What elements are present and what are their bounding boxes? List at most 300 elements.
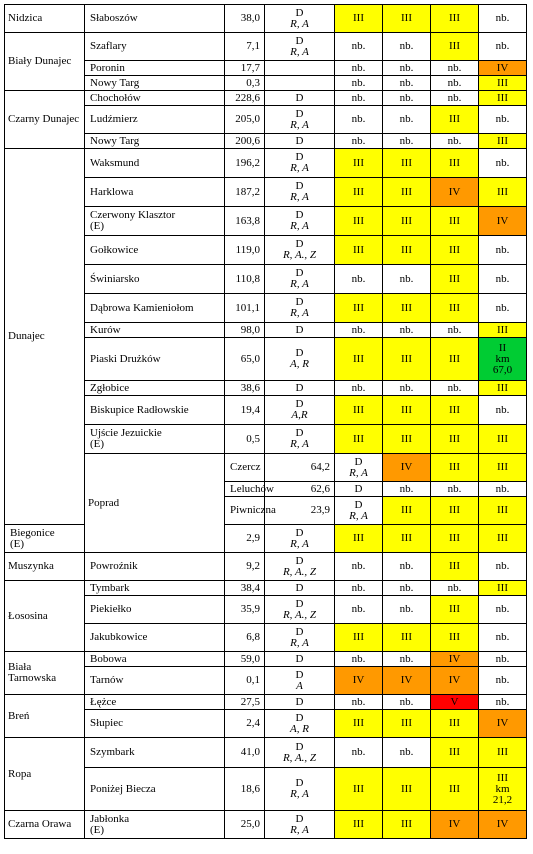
classification-type: D (295, 134, 304, 147)
classification-type: D (295, 296, 304, 308)
status-value: III (449, 214, 460, 227)
km-cell: 23,9 (265, 497, 335, 525)
station-name-cell: Świniarsko (85, 265, 225, 294)
status-value: V (450, 695, 459, 708)
classification-indicators: R, A (290, 191, 309, 203)
status-cell (479, 497, 527, 525)
river-name-cell: Biała Tarnowska (5, 652, 85, 695)
status-cell (431, 768, 479, 811)
status-cell (431, 265, 479, 294)
status-value: III (401, 214, 412, 227)
status-cell (335, 149, 383, 178)
km-cell: 38,0 (225, 5, 265, 33)
classification-indicators: R, A., Z (282, 608, 317, 621)
status-value: nb. (351, 381, 366, 394)
status-value: III (353, 156, 364, 169)
status-cell (431, 624, 479, 652)
classification-cell (265, 525, 335, 553)
status-value: nb. (399, 581, 414, 594)
status-value: III (497, 504, 508, 516)
status-value: III (449, 156, 460, 169)
status-value: III (497, 432, 508, 445)
status-value: III (401, 782, 412, 795)
classification-cell (265, 381, 335, 396)
status-cell (335, 525, 383, 553)
status-cell (431, 106, 479, 134)
status-value: nb. (351, 40, 366, 52)
status-value: III (353, 301, 364, 314)
status-cell (335, 695, 383, 710)
status-value: III (449, 746, 460, 758)
classification-type: D (295, 668, 304, 681)
classification-cell (265, 581, 335, 596)
station-name-cell: Chochołów (85, 91, 225, 106)
status-cell (335, 61, 383, 76)
classification-indicators: R, A (290, 17, 309, 30)
classification-indicators: R, A (290, 636, 309, 649)
status-cell (431, 738, 479, 768)
classification-indicators: A, R (290, 722, 309, 735)
station-name-cell: Bobowa (85, 652, 225, 667)
km-cell: 0,3 (225, 76, 265, 91)
km-cell: 18,6 (225, 768, 265, 811)
status-cell (431, 91, 479, 106)
status-cell (479, 553, 527, 581)
status-cell (479, 425, 527, 454)
status-cell (335, 581, 383, 596)
classification-type: D (295, 427, 304, 439)
status-value: nb. (447, 381, 462, 394)
status-cell (383, 396, 431, 425)
table-row (5, 525, 527, 553)
km-cell: 7,1 (225, 33, 265, 61)
status-cell (335, 596, 383, 624)
status-cell (383, 710, 431, 738)
classification-indicators: R, A (349, 466, 368, 479)
station-name-cell: Piekiełko (85, 596, 225, 624)
river-name-cell: Dunajec (5, 149, 85, 525)
station-name-cell: Czerwony Klasztor (E) (85, 207, 225, 236)
status-value: III (497, 76, 508, 89)
status-cell (431, 338, 479, 381)
status-cell (335, 76, 383, 91)
status-value: nb. (495, 560, 510, 572)
classification-cell (265, 236, 335, 265)
classification-type: D (295, 398, 304, 410)
table-row (5, 581, 527, 596)
status-value: nb. (399, 560, 414, 572)
station-name-cell: Słaboszów (85, 5, 225, 33)
status-value: IV (400, 461, 413, 473)
classification-cell (265, 178, 335, 207)
status-value: III (401, 631, 412, 643)
status-value: III (449, 113, 460, 125)
status-value: nb. (399, 134, 414, 147)
status-cell (431, 497, 479, 525)
status-value: III (497, 581, 508, 594)
status-value: III (353, 532, 364, 544)
status-cell (431, 811, 479, 839)
status-value: nb. (351, 61, 366, 74)
river-name-cell: Ropa (5, 738, 85, 811)
status-cell (335, 5, 383, 33)
classification-cell (265, 91, 335, 106)
status-value: nb. (399, 61, 414, 74)
status-cell (479, 294, 527, 323)
km-cell: 2,9 (225, 525, 265, 553)
status-value: III (353, 782, 364, 795)
classification-indicators: R, A (290, 278, 309, 290)
river-name-cell: Poprad (85, 454, 225, 553)
status-value: nb. (399, 381, 414, 394)
status-value: IV (448, 674, 461, 686)
status-value: nb. (495, 603, 510, 615)
km-cell: 64,2 (265, 454, 335, 482)
classification-indicators: R, A (290, 220, 309, 232)
status-cell (479, 811, 527, 839)
km-cell: 98,0 (225, 323, 265, 338)
classification-type: D (295, 209, 304, 221)
classification-indicators: R, A (349, 509, 368, 522)
status-value: III (449, 301, 460, 314)
status-cell (335, 323, 383, 338)
classification-indicators: R, A (290, 45, 309, 58)
status-value: nb. (399, 91, 414, 104)
km-cell: 27,5 (225, 695, 265, 710)
status-cell (383, 76, 431, 91)
station-name-cell: Szaflary (85, 33, 225, 61)
status-cell (431, 454, 479, 482)
classification-indicators: R, A., Z (282, 751, 317, 764)
km-cell: 163,8 (225, 207, 265, 236)
status-value: nb. (447, 76, 462, 89)
status-value: III (401, 156, 412, 169)
status-value: nb. (495, 631, 510, 643)
status-value: III (449, 631, 460, 643)
status-value: nb. (351, 581, 366, 594)
status-cell (335, 553, 383, 581)
km-cell: 0,1 (225, 667, 265, 695)
status-value: nb. (399, 76, 414, 89)
classification-type: D (295, 347, 304, 359)
status-value: III (497, 746, 508, 758)
status-value: III (401, 504, 412, 516)
status-value: III (449, 432, 460, 445)
classification-cell (335, 497, 383, 525)
km-cell: 25,0 (225, 811, 265, 839)
status-value: nb. (351, 603, 366, 615)
status-value: IV (496, 717, 509, 729)
status-cell (431, 381, 479, 396)
status-value: nb. (495, 482, 510, 495)
km-cell: 187,2 (225, 178, 265, 207)
table-row (5, 91, 527, 106)
classification-type: D (354, 482, 363, 495)
status-cell (431, 482, 479, 497)
station-name-cell: Kurów (85, 323, 225, 338)
status-cell (335, 207, 383, 236)
station-name-cell: Harklowa (85, 178, 225, 207)
status-cell (431, 207, 479, 236)
station-name-cell: Biegonice (E) (5, 525, 85, 553)
station-name-cell: Ludźmierz (85, 106, 225, 134)
status-value: III (449, 461, 460, 473)
status-cell (335, 236, 383, 265)
status-value: III (353, 214, 364, 227)
classification-cell (265, 710, 335, 738)
status-cell (479, 5, 527, 33)
status-value: III (449, 12, 460, 24)
status-value: III (353, 243, 364, 256)
status-cell (335, 624, 383, 652)
classification-cell (265, 811, 335, 839)
km-cell: 196,2 (225, 149, 265, 178)
status-cell (479, 149, 527, 178)
table-row (5, 695, 527, 710)
status-cell (335, 396, 383, 425)
km-cell: 35,9 (225, 596, 265, 624)
station-name-cell: Nowy Targ (85, 134, 225, 149)
station-name-cell: Piwniczna (225, 497, 265, 525)
classification-indicators: A (296, 679, 303, 692)
status-cell (431, 596, 479, 624)
status-cell (479, 581, 527, 596)
status-cell (431, 323, 479, 338)
status-value: nb. (495, 652, 510, 665)
classification-indicators: R, A (290, 307, 309, 319)
status-cell (383, 425, 431, 454)
status-value: III (449, 504, 460, 516)
status-value: III (353, 352, 364, 365)
table-row (5, 5, 527, 33)
table-row (5, 652, 527, 667)
station-name-cell: Zgłobice (85, 381, 225, 396)
status-value: II km 67,0 (492, 341, 513, 376)
classification-type: D (295, 554, 304, 567)
station-name-cell: Jabłonka (E) (85, 811, 225, 839)
classification-type: D (295, 652, 304, 665)
station-name-cell: Poniżej Biecza (85, 768, 225, 811)
status-cell (335, 338, 383, 381)
status-cell (383, 497, 431, 525)
status-value: IV (400, 674, 413, 686)
status-cell (431, 33, 479, 61)
status-value: nb. (495, 301, 510, 314)
km-cell: 62,6 (265, 482, 335, 497)
status-value: nb. (399, 603, 414, 615)
classification-type: D (295, 812, 304, 825)
km-cell: 110,8 (225, 265, 265, 294)
km-cell: 17,7 (225, 61, 265, 76)
table-row (5, 149, 527, 178)
status-value: nb. (447, 134, 462, 147)
station-name-cell: Powroźnik (85, 553, 225, 581)
station-name-cell: Nowy Targ (85, 76, 225, 91)
status-cell (479, 134, 527, 149)
status-value: III (401, 403, 412, 416)
classification-type: D (295, 695, 304, 708)
water-quality-table (4, 4, 527, 839)
classification-cell (335, 454, 383, 482)
table-row (5, 553, 527, 581)
status-value: IV (448, 185, 461, 198)
status-value: nb. (399, 652, 414, 665)
station-name-cell: Czercz (225, 454, 265, 482)
classification-cell (265, 76, 335, 91)
classification-type: D (295, 91, 304, 104)
station-name-cell: Szymbark (85, 738, 225, 768)
status-cell (479, 454, 527, 482)
station-name-cell: Tymbark (85, 581, 225, 596)
status-cell (431, 294, 479, 323)
classification-cell (265, 652, 335, 667)
status-cell (335, 652, 383, 667)
status-value: nb. (351, 695, 366, 708)
classification-type: D (295, 6, 304, 19)
classification-indicators: R, A., Z (282, 565, 317, 578)
status-cell (431, 134, 479, 149)
status-cell (479, 482, 527, 497)
status-value: III (401, 532, 412, 544)
status-value: III (497, 185, 508, 198)
km-cell: 205,0 (225, 106, 265, 134)
classification-type: D (295, 180, 304, 192)
classification-cell (265, 294, 335, 323)
classification-type: D (354, 455, 363, 468)
status-value: III (449, 603, 460, 615)
status-value: IV (496, 61, 509, 74)
status-cell (479, 323, 527, 338)
classification-cell (265, 323, 335, 338)
status-cell (479, 207, 527, 236)
status-cell (431, 652, 479, 667)
status-value: nb. (399, 40, 414, 52)
classification-indicators: R, A (290, 788, 309, 800)
status-value: III (497, 323, 508, 336)
classification-type: D (295, 526, 304, 539)
status-value: III (353, 717, 364, 729)
status-value: nb. (495, 403, 510, 416)
status-cell (383, 811, 431, 839)
station-name-cell: Słupiec (85, 710, 225, 738)
classification-indicators: A, R (290, 358, 309, 370)
status-value: IV (496, 818, 509, 830)
status-cell (335, 381, 383, 396)
classification-type: D (295, 581, 304, 594)
status-cell (431, 61, 479, 76)
status-cell (335, 33, 383, 61)
status-cell (383, 652, 431, 667)
status-value: nb. (351, 91, 366, 104)
classification-type: D (354, 498, 363, 511)
station-name-cell: Poronin (85, 61, 225, 76)
status-cell (479, 265, 527, 294)
classification-cell (265, 33, 335, 61)
classification-cell (265, 596, 335, 624)
table-row (5, 33, 527, 61)
status-cell (383, 207, 431, 236)
km-cell: 101,1 (225, 294, 265, 323)
classification-type: D (295, 597, 304, 610)
classification-indicators: R, A (290, 438, 309, 450)
status-value: nb. (351, 76, 366, 89)
status-value: nb. (351, 652, 366, 665)
status-cell (383, 624, 431, 652)
status-cell (383, 553, 431, 581)
status-value: III (401, 301, 412, 314)
river-name-cell: Biały Dunajec (5, 33, 85, 91)
status-cell (383, 149, 431, 178)
station-name-cell: Biskupice Radłowskie (85, 396, 225, 425)
km-cell: 0,5 (225, 425, 265, 454)
status-value: IV (496, 214, 509, 227)
classification-type: D (295, 323, 304, 336)
status-cell (431, 667, 479, 695)
status-value: nb. (399, 746, 414, 758)
classification-cell (265, 396, 335, 425)
classification-indicators: R, A (290, 537, 309, 550)
classification-cell (265, 61, 335, 76)
status-cell (335, 710, 383, 738)
status-cell (335, 91, 383, 106)
river-name-cell: Muszynka (5, 553, 85, 581)
status-cell (335, 178, 383, 207)
table-body (5, 5, 527, 839)
km-cell: 59,0 (225, 652, 265, 667)
status-cell (479, 178, 527, 207)
status-cell (383, 338, 431, 381)
status-cell (383, 134, 431, 149)
status-cell (479, 525, 527, 553)
classification-cell (335, 482, 383, 497)
status-cell (335, 425, 383, 454)
status-cell (479, 738, 527, 768)
status-value: III (353, 12, 364, 24)
classification-cell (265, 768, 335, 811)
status-value: IV (352, 674, 365, 686)
status-value: III (353, 631, 364, 643)
status-cell (335, 106, 383, 134)
status-cell (383, 294, 431, 323)
classification-type: D (295, 711, 304, 724)
status-cell (479, 695, 527, 710)
km-cell: 19,4 (225, 396, 265, 425)
km-cell: 65,0 (225, 338, 265, 381)
station-name-cell: Piaski Drużków (85, 338, 225, 381)
km-cell: 38,6 (225, 381, 265, 396)
status-cell (479, 338, 527, 381)
km-cell: 41,0 (225, 738, 265, 768)
status-value: III (401, 243, 412, 256)
status-value: IV (448, 652, 461, 665)
status-value: nb. (447, 323, 462, 336)
status-value: III (401, 185, 412, 198)
classification-cell (265, 624, 335, 652)
river-name-cell: Łososina (5, 581, 85, 652)
status-cell (383, 768, 431, 811)
river-name-cell: Czarna Orawa (5, 811, 85, 839)
status-value: nb. (351, 560, 366, 572)
classification-type: D (295, 625, 304, 638)
status-cell (431, 178, 479, 207)
river-name-cell: Nidzica (5, 5, 85, 33)
status-value: nb. (495, 12, 510, 24)
station-name-cell: Leluchów (225, 482, 265, 497)
classification-type: D (295, 381, 304, 394)
status-cell (383, 236, 431, 265)
status-value: III (497, 532, 508, 544)
classification-type: D (295, 777, 304, 789)
